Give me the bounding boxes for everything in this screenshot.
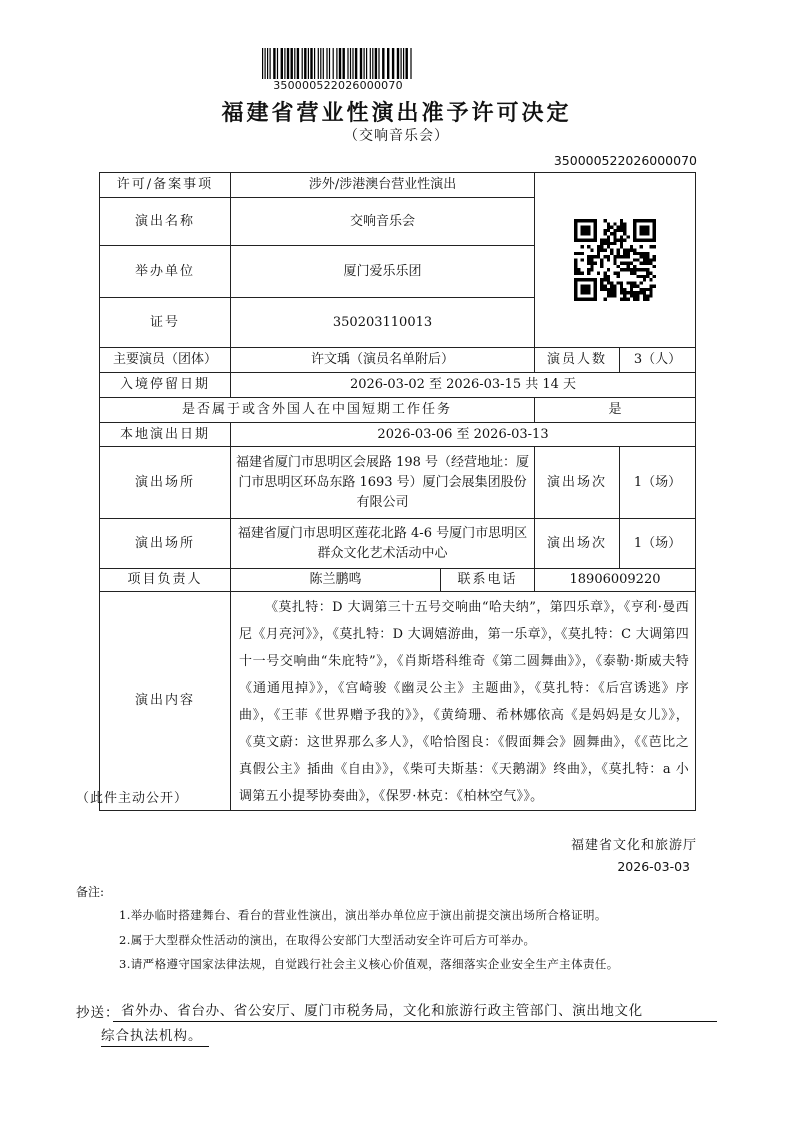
license-type-label: 许可/备案事项 [100,173,231,198]
local-dates-label: 本地演出日期 [100,423,231,447]
license-no-value: 350203110013 [231,298,535,348]
barcode-number: 350000522026000070 [273,79,403,92]
barcode-icon [262,48,414,79]
license-no-label: 证号 [100,298,231,348]
cc-recipients-line-2: 综合执法机构。 [101,1026,209,1047]
qr-code-icon [574,219,656,301]
qr-cell [535,173,696,348]
shows-label: 演出场次 [535,447,620,519]
manager-value: 陈兰鹏鸣 [231,569,441,592]
main-performers-label: 主要演员（团体） [100,348,231,373]
license-type-value: 涉外/涉港澳台营业性演出 [231,173,535,198]
issue-date: 2026-03-03 [617,859,690,874]
show-name-label: 演出名称 [100,198,231,246]
stay-dates-label: 入境停留日期 [100,373,231,398]
cc-recipients-line-1: 省外办、省台办、省公安厅、厦门市税务局，文化和旅游行政主管部门、演出地文化 [113,1001,717,1022]
content-label: 演出内容 [100,592,231,811]
performer-count-label: 演员人数 [535,348,620,373]
manager-label: 项目负责人 [100,569,231,592]
phone-label: 联系电话 [441,569,535,592]
phone-value: 18906009220 [535,569,696,592]
content-value: 《莫扎特：D 大调第三十五号交响曲“哈夫纳”，第四乐章》，《亨利·曼西尼《月亮河》》，《莫扎特：D 大调嬉游曲，第一乐章》，《莫扎特：C 大调第四十一号交响曲“朱庇特”》，《肖斯塔科维奇《第二圆舞曲》》，《泰勒·斯威夫特《通通甩掉》》，《宫崎骏《幽灵公主》主题曲》，《莫扎特：《后宫诱逃》序曲》，《王菲《世界赠予我的》》，《黄绮珊、希林娜依高《是妈妈是女儿》》，《莫文蔚：这世界那么多人》，《哈恰图良：《假面舞会》圆舞曲》，《《芭比之真假公主》插曲《自由》》，《柴可夫斯基：《天鹅湖》终曲》，《莫扎特：a 小调第五小提琴协奏曲》，《保罗·林克：《柏林空气》》。 [239,600,690,804]
content-cell [231,592,696,811]
shows-value: 1（场） [620,519,696,569]
performer-count-value: 3（人） [620,348,696,373]
remarks-label: 备注: [76,885,105,899]
local-dates-value: 2026-03-06 至 2026-03-13 [231,423,696,447]
main-performers-value: 许文瑀（演员名单附后） [231,348,535,373]
serial-number: 350000522026000070 [553,153,697,168]
shows-label: 演出场次 [535,519,620,569]
public-note: （此件主动公开） [76,791,189,806]
document-title: 福建省营业性演出准予许可决定 [221,101,572,126]
short-term-work-label: 是否属于或含外国人在中国短期工作任务 [100,398,535,423]
document-subtitle: （交响音乐会） [344,128,449,144]
venue-value: 福建省厦门市思明区会展路 198 号（经营地址：厦门市思明区环岛东路 1693 号）厦门会展集团股份有限公司 [231,447,535,519]
venue-label: 演出场所 [100,519,231,569]
venue-value: 福建省厦门市思明区莲花北路 4-6 号厦门市思明区群众文化艺术活动中心 [231,519,535,569]
short-term-work-value: 是 [535,398,696,423]
remark-item: 3.请严格遵守国家法律法规，自觉践行社会主义核心价值观，落细落实企业安全生产主体责任。 [119,957,619,971]
issuer: 福建省文化和旅游厅 [570,838,697,853]
shows-value: 1（场） [620,447,696,519]
cc-label: 抄送： [76,1005,120,1021]
show-name-value: 交响音乐会 [231,198,535,246]
permit-table [99,172,696,811]
organizer-value: 厦门爱乐乐团 [231,246,535,298]
remark-item: 2.属于大型群众性活动的演出，在取得公安部门大型活动安全许可后方可举办。 [119,933,536,947]
venue-label: 演出场所 [100,447,231,519]
organizer-label: 举办单位 [100,246,231,298]
stay-dates-value: 2026-03-02 至 2026-03-15 共 14 天 [231,373,696,398]
remark-item: 1.举办临时搭建舞台、看台的营业性演出，演出举办单位应于演出前提交演出场所合格证明。 [119,908,607,922]
